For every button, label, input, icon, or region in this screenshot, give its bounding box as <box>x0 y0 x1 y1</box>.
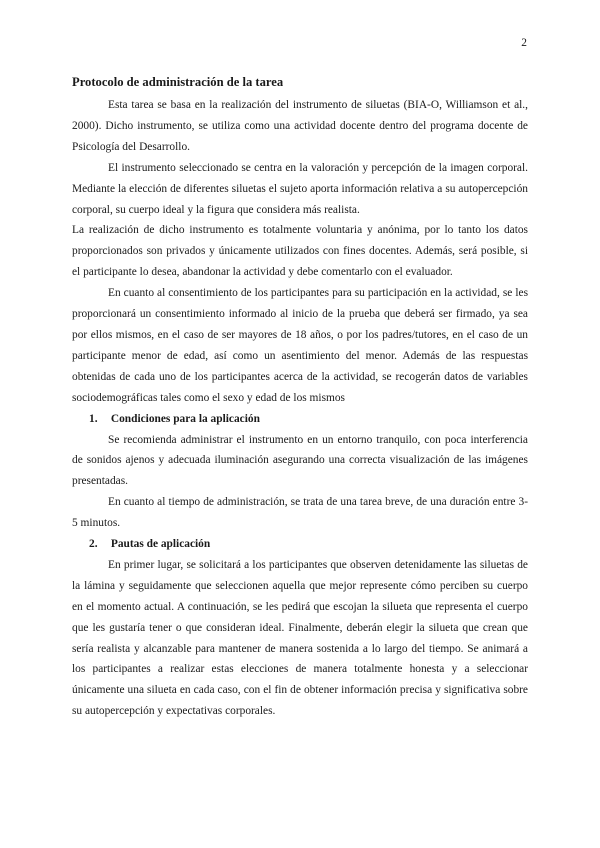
section-title: Protocolo de administración de la tarea <box>72 75 284 89</box>
intro-paragraph-1: Esta tarea se basa en la realización del instrumento de siluetas (BIA-O, Williamson et al., 2000). Dicho instrumento, se utiliza como una actividad docente dentro del programa docente de Psicología del Desarrollo. <box>72 99 528 153</box>
section-1-number: 1. <box>89 412 98 425</box>
section-2-number: 2. <box>89 538 98 551</box>
section-2-paragraph-1: En primer lugar, se solicitará a los participantes que observen detenidamente las siluetas de la lámina y seguidamente que seleccionen aquella que mejor represente cómo perciben su cuerpo en el momento actual. A continuación, se les pedirá que escojan la silueta que representa el cuerpo que les gustaría tener o que consideran ideal. Finalmente, deberán elegir la silueta que crean que sería realista y alcanzable para mantener de manera sostenida a lo largo del tiempo. Se animará a los participantes a realizar estas elecciones de manera totalmente honesta y a seleccionar únicamente una silueta en cada caso, con el fin de obtener información precisa y significativa sobre su autopercepción y expectativas corporales. <box>72 558 528 718</box>
intro-paragraph-2: El instrumento seleccionado se centra en la valoración y percepción de la imagen corporal. Mediante la elección de diferentes siluetas el sujeto aporta información relativa a su autopercepción corporal, su cuerpo ideal y la figura que considera más realista. <box>72 161 528 216</box>
section-2-heading <box>72 534 528 555</box>
intro-paragraph-3: La realización de dicho instrumento es totalmente voluntaria y anónima, por lo tanto los datos proporcionados son privados y únicamente utilizados con fines docentes. Además, será posible, si el participante lo desea, abandonar la actividad y debe comentarlo con el evaluador. <box>72 224 528 279</box>
section-2-heading-text: Pautas de aplicación <box>110 538 211 551</box>
page-number: 2 <box>521 37 527 49</box>
section-1-paragraph-1: Se recomienda administrar el instrumento en un entorno tranquilo, con poca interferencia de sonidos ajenos y adecuada iluminación asegurando una correcta visualización de las imágenes presentadas. <box>72 433 528 488</box>
section-1-paragraph-2: En cuanto al tiempo de administración, se trata de una tarea breve, de una duración entre 3-5 minutos. <box>72 496 528 530</box>
section-1-heading <box>72 409 528 430</box>
section-1-heading-text: Condiciones para la aplicación <box>110 412 260 425</box>
intro-paragraph-4: En cuanto al consentimiento de los participantes para su participación en la actividad, se les proporcionará un consentimiento informado al inicio de la prueba que deberá ser firmado, ya sea por ellos mismos, en el caso de ser mayores de 18 años, o por los padres/tutores, en el caso de un participante menor de edad, así como un asentimiento del menor. Además de las respuestas obtenidas de cada uno de los participantes acerca de la actividad, se recogerán datos de variables sociodemográficas tales como el sexo y edad de los mismos <box>72 287 528 404</box>
document-body <box>72 73 528 722</box>
